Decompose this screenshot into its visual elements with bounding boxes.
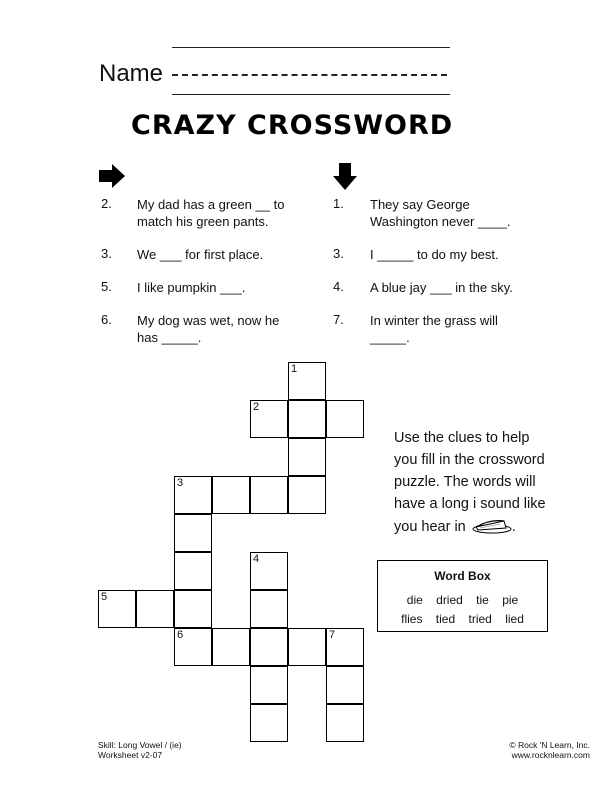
crossword-cell[interactable] <box>288 438 326 476</box>
instructions-text: Use the clues to help you fill in the crossword puzzle. The words will have a long i sound like you hear in <box>394 430 546 535</box>
crossword-cell[interactable] <box>250 704 288 742</box>
worksheet-label: Worksheet v2-07 <box>98 750 163 760</box>
down-clue-text: In winter the grass will _____. <box>370 313 498 345</box>
crossword-cell[interactable] <box>288 476 326 514</box>
instructions-end: . <box>511 519 516 535</box>
word-box-row <box>378 612 547 626</box>
crossword-cell[interactable] <box>288 628 326 666</box>
crossword-cell[interactable] <box>288 362 326 400</box>
across-clue-number: 3. <box>101 246 112 261</box>
name-field[interactable] <box>172 74 447 76</box>
website-link[interactable]: www.rocknlearn.com <box>511 750 590 760</box>
down-clue-number: 3. <box>333 246 344 261</box>
across-clue-number: 5. <box>101 279 112 294</box>
crossword-cell[interactable] <box>174 552 212 590</box>
down-clue-text: I _____ to do my best. <box>370 247 499 262</box>
pie-slice-icon <box>470 515 512 535</box>
word-box-title: Word Box <box>434 569 491 583</box>
cell-number: 2 <box>253 401 260 413</box>
word-box-word: tied <box>435 612 456 626</box>
word-box-row <box>378 593 547 607</box>
name-top-rule <box>172 47 450 48</box>
across-clue-text: I like pumpkin ___. <box>137 280 246 295</box>
cell-number: 5 <box>101 591 108 603</box>
crossword-cell[interactable] <box>98 590 136 628</box>
word-box-word: flies <box>401 612 423 626</box>
down-clue-number: 4. <box>333 279 344 294</box>
cell-number: 7 <box>329 629 336 641</box>
across-clue-text: My dog was wet, now he has _____. <box>137 313 280 345</box>
across-clue-number: 2. <box>101 196 112 211</box>
down-clue-number: 1. <box>333 196 344 211</box>
crossword-cell[interactable] <box>326 628 364 666</box>
crossword-cell[interactable] <box>326 666 364 704</box>
crossword-cell[interactable] <box>174 628 212 666</box>
cell-number: 4 <box>253 553 260 565</box>
cell-number: 6 <box>177 629 184 641</box>
cell-number: 1 <box>291 363 298 375</box>
word-box <box>377 560 548 632</box>
crossword-cell[interactable] <box>326 400 364 438</box>
crossword-cell[interactable] <box>250 476 288 514</box>
page-title: CRAZY CROSSWORD <box>131 110 454 141</box>
word-box-word: tie <box>476 593 489 607</box>
word-box-word: pie <box>502 593 519 607</box>
crossword-cell[interactable] <box>250 666 288 704</box>
crossword-cell[interactable] <box>250 628 288 666</box>
footer-left <box>98 740 182 760</box>
across-clue-number: 6. <box>101 312 112 327</box>
across-clue-text: My dad has a green __ to match his green pants. <box>137 197 285 229</box>
name-label: Name <box>99 60 164 87</box>
crossword-cell[interactable] <box>212 628 250 666</box>
crossword-cell[interactable] <box>136 590 174 628</box>
name-bottom-rule <box>172 94 450 95</box>
arrow-down-icon <box>333 163 357 190</box>
word-box-word: tried <box>468 612 492 626</box>
word-box-word: dried <box>436 593 463 607</box>
crossword-cell[interactable] <box>250 400 288 438</box>
down-clue-text: They say George Washington never ____. <box>370 197 511 229</box>
crossword-cell[interactable] <box>288 400 326 438</box>
skill-label: Skill: Long Vowel / (ie) <box>98 740 182 750</box>
word-box-word: lied <box>505 612 524 626</box>
crossword-cell[interactable] <box>174 590 212 628</box>
instructions <box>394 427 549 538</box>
copyright-label: © Rock 'N Learn, Inc. <box>509 740 590 750</box>
crossword-cell[interactable] <box>212 476 250 514</box>
crossword-cell[interactable] <box>174 476 212 514</box>
footer-right <box>500 740 590 760</box>
crossword-cell[interactable] <box>326 704 364 742</box>
crossword-cell[interactable] <box>174 514 212 552</box>
arrow-right-icon <box>99 164 125 188</box>
down-clue-number: 7. <box>333 312 344 327</box>
cell-number: 3 <box>177 477 184 489</box>
down-clue-text: A blue jay ___ in the sky. <box>370 280 513 295</box>
crossword-cell[interactable] <box>250 552 288 590</box>
crossword-cell[interactable] <box>250 590 288 628</box>
word-box-word: die <box>406 593 423 607</box>
across-clue-text: We ___ for first place. <box>137 247 264 262</box>
